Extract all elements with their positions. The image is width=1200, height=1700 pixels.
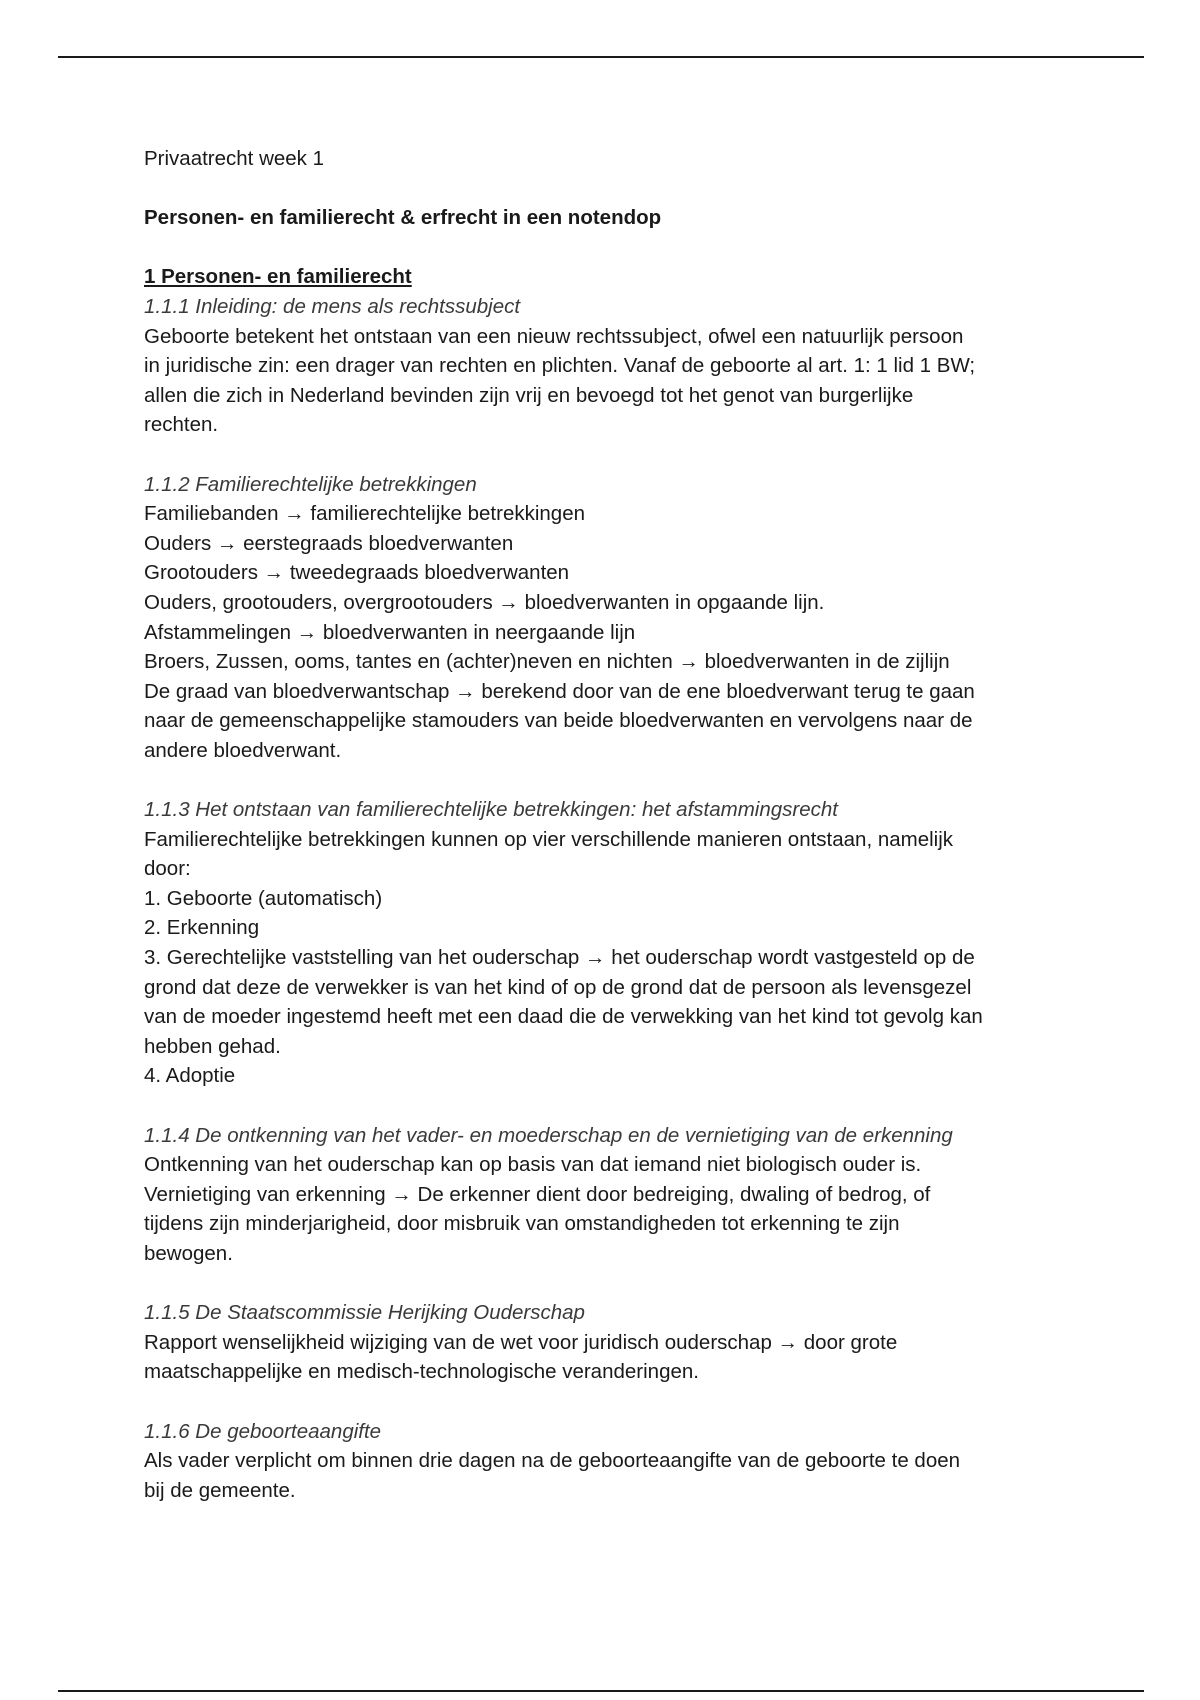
spacer — [144, 765, 1074, 795]
relation-meaning: De erkenner dient door bedreiging, dwaling of bedrog, of — [417, 1182, 931, 1206]
relation-term: Ouders — [144, 531, 212, 555]
paragraph-line: door: — [144, 857, 191, 881]
arrow-icon: → — [216, 531, 238, 555]
relation-line — [144, 529, 1074, 559]
relation-meaning: bloedverwanten in opgaande lijn. — [524, 590, 825, 614]
relation-term: Familiebanden — [144, 502, 279, 526]
relation-term: Vernietiging van erkenning — [144, 1182, 386, 1206]
relation-line — [144, 499, 1074, 529]
footer-rule — [58, 1690, 1144, 1692]
arrow-icon: → — [296, 620, 318, 644]
relation-line — [144, 677, 1074, 707]
relation-meaning: tweedegraads bloedverwanten — [289, 561, 570, 585]
relation-meaning: berekend door van de ene bloedverwant terug te gaan — [481, 679, 975, 703]
relation-meaning: bloedverwanten in de zijlijn — [704, 650, 950, 674]
document-header: Privaatrecht week 1 — [144, 147, 325, 170]
paragraph-line: bewogen. — [144, 1241, 233, 1265]
header-rule — [58, 56, 1144, 58]
arrow-icon: → — [391, 1182, 412, 1206]
paragraph-line: grond dat deze de verwekker is van het kind of op de grond dat de persoon als levensgezel — [144, 975, 972, 999]
relation-term: Broers, Zussen, ooms, tantes en (achter)neven en nichten — [144, 650, 673, 674]
spacer — [144, 440, 1074, 470]
arrow-icon: → — [455, 679, 476, 703]
relation-meaning: bloedverwanten in neergaande lijn — [322, 620, 636, 644]
list-item: 4. Adoptie — [144, 1064, 236, 1088]
arrow-icon: → — [263, 561, 285, 585]
paragraph-line: in juridische zin: een drager van rechten en plichten. Vanaf de geboorte al art. 1: 1 lid 1 BW; — [144, 354, 976, 378]
relation-term: Grootouders — [144, 561, 258, 585]
section-heading-1-1-6: 1.1.6 De geboorteaangifte — [144, 1419, 382, 1443]
spacer — [144, 1269, 1074, 1299]
spacer — [144, 1387, 1074, 1417]
arrow-icon: → — [498, 590, 519, 614]
paragraph-line: maatschappelijke en medisch-technologische veranderingen. — [144, 1360, 699, 1384]
paragraph-line: tijdens zijn minderjarigheid, door misbruik van omstandigheden tot erkenning te zijn — [144, 1212, 900, 1236]
paragraph-line: Familierechtelijke betrekkingen kunnen op vier verschillende manieren ontstaan, namelijk — [144, 827, 954, 851]
spacer — [144, 174, 1074, 204]
paragraph-line: van de moeder ingestemd heeft met een daad die de verwekking van het kind tot gevolg kan — [144, 1005, 983, 1029]
chapter-heading: 1 Personen- en familierecht — [144, 265, 412, 289]
arrow-icon: → — [585, 946, 606, 970]
list-item — [144, 943, 1074, 973]
paragraph-line: naar de gemeenschappelijke stamouders van beide bloedverwanten en vervolgens naar de — [144, 709, 973, 733]
relation-line — [144, 1180, 1074, 1210]
spacer — [144, 1091, 1074, 1121]
relation-meaning: eerstegraads bloedverwanten — [243, 531, 514, 555]
arrow-icon: → — [777, 1330, 799, 1354]
paragraph-line: Ontkenning van het ouderschap kan op basis van dat iemand niet biologisch ouder is. — [144, 1153, 922, 1177]
relation-line — [144, 647, 1074, 677]
arrow-icon: → — [678, 650, 699, 674]
paragraph-line: bij de gemeente. — [144, 1478, 296, 1502]
section-heading-1-1-5: 1.1.5 De Staatscommissie Herijking Ouderschap — [144, 1301, 585, 1325]
relation-term: Afstammelingen — [144, 620, 291, 644]
relation-term: Ouders, grootouders, overgrootouders — [144, 590, 493, 614]
paragraph-line: Als vader verplicht om binnen drie dagen na de geboorteaangifte van de geboorte te doen — [144, 1449, 961, 1473]
list-item: 2. Erkenning — [144, 916, 260, 940]
section-heading-1-1-4: 1.1.4 De ontkenning van het vader- en moederschap en de vernietiging van de erkenning — [144, 1123, 953, 1147]
list-item-term: 3. Gerechtelijke vaststelling van het ouderschap — [144, 946, 580, 970]
section-heading-1-1-1: 1.1.1 Inleiding: de mens als rechtssubject — [144, 294, 521, 318]
list-item: 1. Geboorte (automatisch) — [144, 886, 383, 910]
relation-term: Rapport wenselijkheid wijziging van de wet voor juridisch ouderschap — [144, 1330, 772, 1354]
document-page — [144, 144, 1074, 1505]
arrow-icon: → — [284, 502, 305, 526]
relation-line — [144, 1328, 1074, 1358]
paragraph-line: andere bloedverwant. — [144, 738, 342, 762]
document-title: Personen- en familierecht & erfrecht in een notendop — [144, 206, 662, 230]
relation-meaning: door grote — [803, 1330, 898, 1354]
list-item-meaning: het ouderschap wordt vastgesteld op de — [611, 946, 975, 970]
paragraph-line: hebben gehad. — [144, 1034, 281, 1058]
relation-line — [144, 558, 1074, 588]
relation-meaning: familierechtelijke betrekkingen — [310, 502, 585, 526]
paragraph-line: Geboorte betekent het ontstaan van een nieuw rechtssubject, ofwel een natuurlijk persoon — [144, 324, 964, 348]
paragraph-line: rechten. — [144, 413, 219, 437]
section-heading-1-1-3: 1.1.3 Het ontstaan van familierechtelijke betrekkingen: het afstammingsrecht — [144, 798, 838, 822]
relation-term: De graad van bloedverwantschap — [144, 679, 450, 703]
section-heading-1-1-2: 1.1.2 Familierechtelijke betrekkingen — [144, 472, 477, 496]
spacer — [144, 233, 1074, 263]
relation-line — [144, 618, 1074, 648]
paragraph-line: allen die zich in Nederland bevinden zijn vrij en bevoegd tot het genot van burgerlijke — [144, 383, 914, 407]
relation-line — [144, 588, 1074, 618]
